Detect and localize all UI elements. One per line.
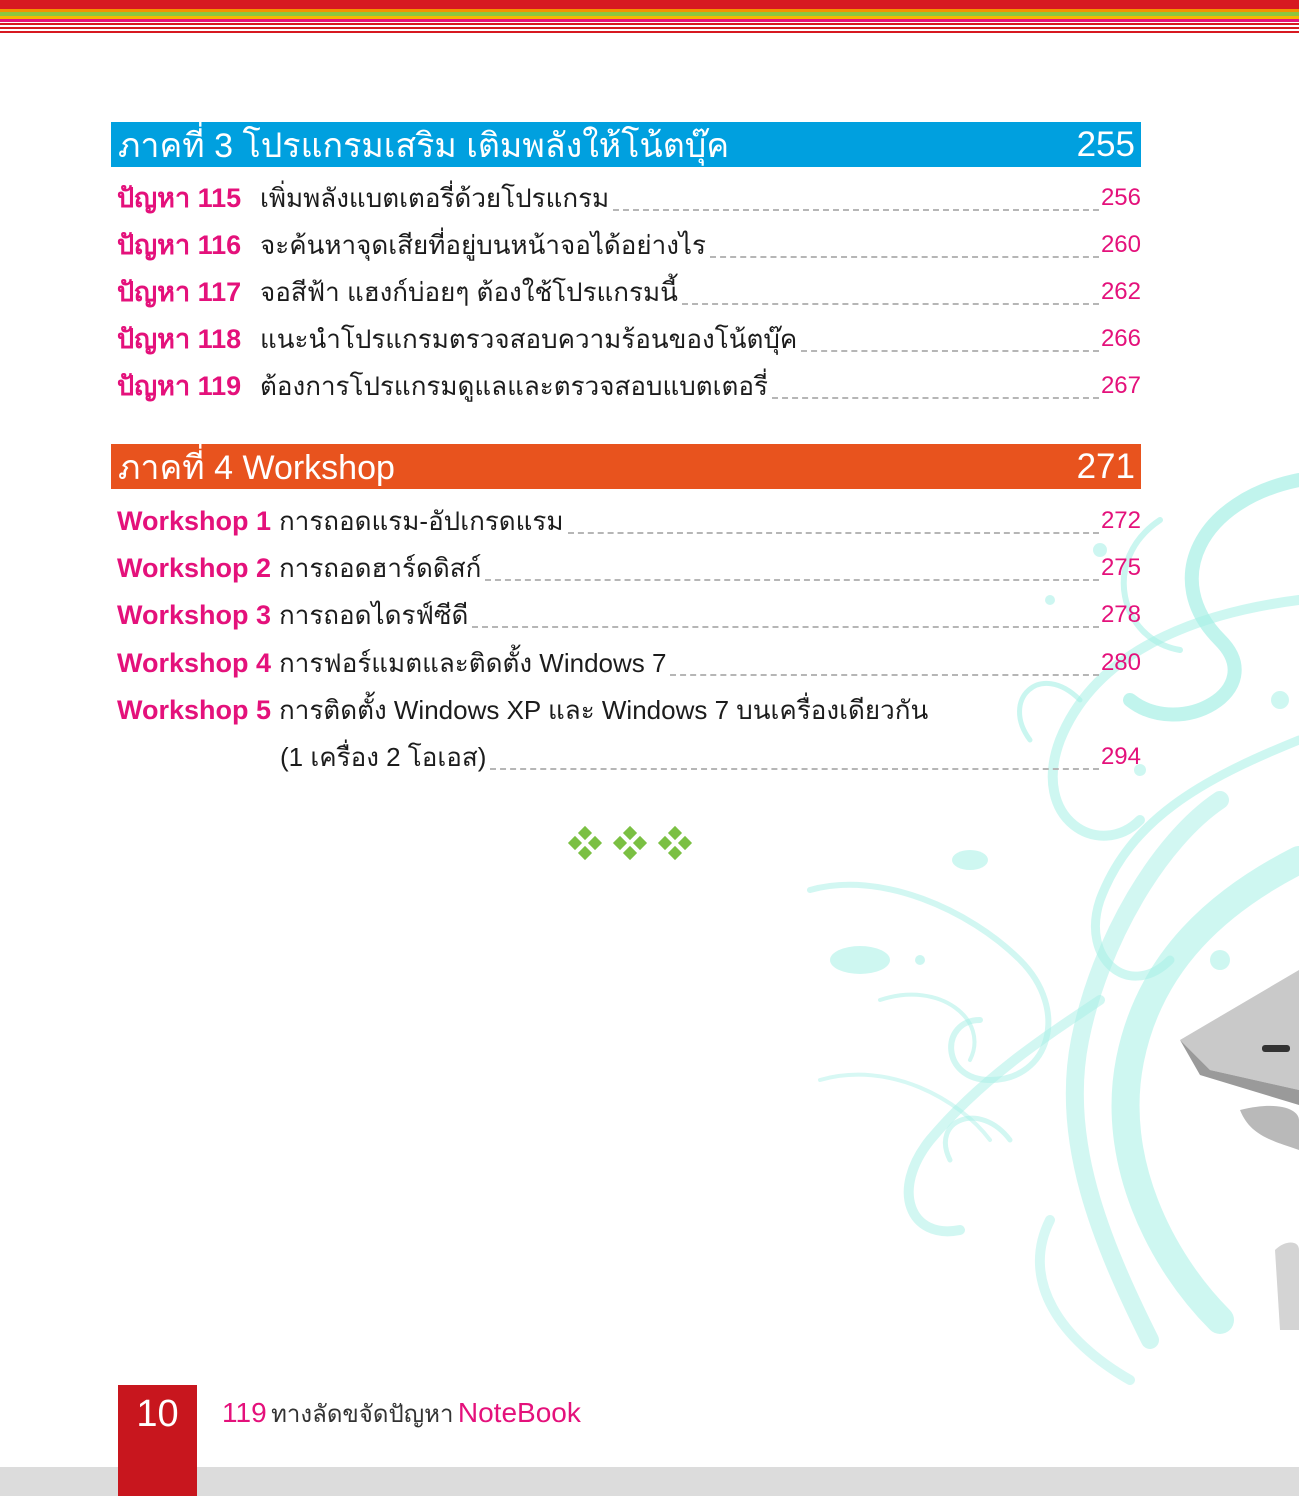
laptop-image [1170,950,1299,1330]
toc-entry-continuation[interactable] [280,734,1141,774]
toc-entry[interactable] [117,363,1141,403]
toc-entry[interactable] [117,175,1141,215]
section-page: 271 [1076,446,1135,486]
book-title-thai: ทางลัดขจัดปัญหา [271,1401,454,1428]
entry-label: Workshop 2 [117,553,272,583]
book-title [222,1394,581,1433]
toc-entry[interactable] [117,316,1141,356]
entry-page: 278 [1100,601,1141,628]
entry-page: 272 [1100,507,1141,534]
entry-page: 256 [1100,184,1141,211]
entry-page: 266 [1100,325,1141,352]
entry-page: 262 [1100,278,1141,305]
toc-entry[interactable] [117,269,1141,309]
toc-entry[interactable] [117,592,1141,632]
entry-title: เพิ่มพลังแบตเตอรี่ด้วยโปรแกรม [260,183,610,213]
entry-label: Workshop 3 [117,600,272,630]
entry-label: ปัญหา 118 [117,324,242,354]
book-number: 119 [222,1397,267,1428]
entry-title: จะค้นหาจุดเสียที่อยู่บนหน้าจอได้อย่างไร [260,230,706,260]
entry-page: 294 [1100,743,1141,770]
section-page: 255 [1076,124,1135,164]
entry-label: ปัญหา 116 [117,230,242,260]
entry-label: ปัญหา 115 [117,183,242,213]
dotted-leader [490,768,1099,770]
dotted-leader [568,532,1099,534]
dotted-leader [670,674,1098,676]
section-header [111,444,1141,489]
toc-entry[interactable] [117,545,1141,585]
entry-label: Workshop 4 [117,648,272,678]
dotted-leader [772,397,1099,399]
toc-entry[interactable] [117,222,1141,262]
entry-title: ต้องการโปรแกรมดูแลและตรวจสอบแบตเตอรี่ [260,371,768,401]
diamond-ornament [566,823,694,863]
toc-entry[interactable] [117,640,1141,680]
dotted-leader [682,303,1099,305]
entry-label: ปัญหา 117 [117,277,242,307]
toc-entry[interactable] [117,498,1141,538]
entry-page: 267 [1100,372,1141,399]
dotted-leader [613,209,1099,211]
dotted-leader [801,350,1099,352]
entry-title: การฟอร์แมตและติดตั้ง Windows 7 [279,648,667,678]
entry-label: Workshop 5 [117,695,272,725]
entry-page: 275 [1100,554,1141,581]
entry-page: 260 [1100,231,1141,258]
dotted-leader [710,256,1099,258]
top-stripes [0,0,1299,36]
entry-title: การถอดฮาร์ดดิสก์ [279,553,482,583]
entry-title-continued: (1 เครื่อง 2 โอเอส) [280,742,487,772]
entry-title: การติดตั้ง Windows XP และ Windows 7 บนเครื่องเดียวกัน [279,695,929,725]
entry-label: Workshop 1 [117,506,272,536]
entry-title: การถอดแรม-อัปเกรดแรม [279,506,564,536]
section-title: ภาคที่ 4 Workshop [118,448,395,487]
entry-title: การถอดไดรฟ์ซีดี [279,600,469,630]
entry-label: ปัญหา 119 [117,371,242,401]
page-number-text: 10 [136,1393,179,1435]
entry-title: แนะนำโปรแกรมตรวจสอบความร้อนของโน้ตบุ๊ค [260,324,798,354]
entry-page: 280 [1100,649,1141,676]
section-title: ภาคที่ 3 โปรแกรมเสริม เติมพลังให้โน้ตบุ๊ค [118,126,730,165]
toc-entry[interactable] [117,687,1141,727]
dotted-leader [485,579,1099,581]
section-header [111,122,1141,167]
dotted-leader [472,626,1099,628]
entry-title: จอสีฟ้า แฮงก์บ่อยๆ ต้องใช้โปรแกรมนี้ [260,277,678,307]
page-number [118,1385,197,1496]
book-brand: NoteBook [457,1397,581,1428]
